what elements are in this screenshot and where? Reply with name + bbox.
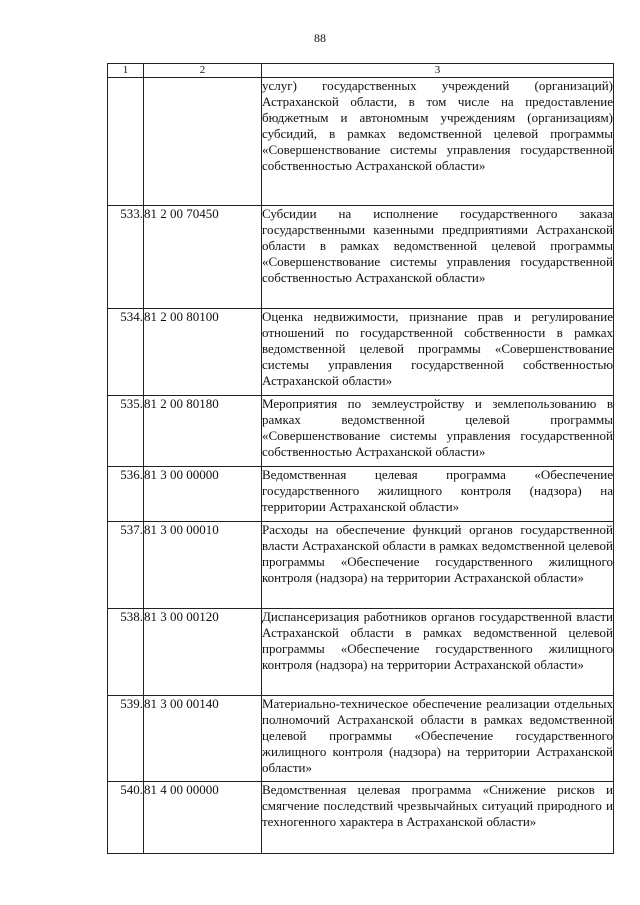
row-code: 81 2 00 80100 — [144, 309, 262, 396]
row-code: 81 2 00 80180 — [144, 396, 262, 467]
row-code: 81 2 00 70450 — [144, 206, 262, 309]
table-row — [108, 396, 614, 467]
row-code: 81 3 00 00120 — [144, 609, 262, 696]
row-number — [108, 78, 144, 206]
row-number: 539. — [108, 696, 144, 782]
row-number: 540. — [108, 782, 144, 854]
row-number: 536. — [108, 467, 144, 522]
row-description: Мероприятия по землеустройству и землепользованию в рамках ведомственной целевой программы «Совершенствование системы управления государственной собственностью Астраханской области» — [262, 396, 614, 467]
row-code: 81 3 00 00010 — [144, 522, 262, 609]
table-row — [108, 309, 614, 396]
row-code: 81 3 00 00140 — [144, 696, 262, 782]
row-code: 81 3 00 00000 — [144, 467, 262, 522]
row-number: 535. — [108, 396, 144, 467]
row-code — [144, 78, 262, 206]
row-number: 537. — [108, 522, 144, 609]
table-row — [108, 782, 614, 854]
table-header-row — [108, 64, 614, 78]
header-col-2: 2 — [144, 64, 262, 78]
row-description: Субсидии на исполнение государственного заказа государственными казенными предприятиями Астраханской области в рамках ведомственной целевой программы «Совершенствование системы управления государственной собственностью Астраханской области» — [262, 206, 614, 309]
budget-codes-table — [107, 63, 614, 854]
row-description: Оценка недвижимости, признание прав и регулирование отношений по государственной собственности в рамках ведомственной целевой программы «Совершенствование системы управления государственной собственностью Астраханской области» — [262, 309, 614, 396]
row-description: Ведомственная целевая программа «Обеспечение государственного жилищного контроля (надзора) на территории Астраханской области» — [262, 467, 614, 522]
table-row — [108, 522, 614, 609]
row-number: 534. — [108, 309, 144, 396]
table-row — [108, 696, 614, 782]
table-row — [108, 78, 614, 206]
row-description: Материально-техническое обеспечение реализации отдельных полномочий Астраханской области в рамках ведомственной целевой программы «Обеспечение государственного жилищного контроля (надзора) на территории Астраханской области» — [262, 696, 614, 782]
table-row — [108, 467, 614, 522]
header-col-3: 3 — [262, 64, 614, 78]
row-number: 533. — [108, 206, 144, 309]
table-row — [108, 609, 614, 696]
row-code: 81 4 00 00000 — [144, 782, 262, 854]
page-number: 88 — [314, 31, 326, 45]
row-description: Ведомственная целевая программа «Снижение рисков и смягчение последствий чрезвычайных ситуаций природного и техногенного характера в Астраханской области» — [262, 782, 614, 854]
row-number: 538. — [108, 609, 144, 696]
row-description: услуг) государственных учреждений (организаций) Астраханской области, в том числе на предоставление бюджетным и автономным учреждениям (организациям) субсидий, в рамках ведомственной целевой программы «Совершенствование системы управления государственной собственностью Астраханской области» — [262, 78, 614, 206]
table-row — [108, 206, 614, 309]
row-description: Диспансеризация работников органов государственной власти Астраханской области в рамках ведомственной целевой программы «Обеспечение государственного жилищного контроля (надзора) на территории Астраханской области» — [262, 609, 614, 696]
row-description: Расходы на обеспечение функций органов государственной власти Астраханской области в рамках ведомственной целевой программы «Обеспечение государственного жилищного контроля (надзора) на территории Астраханской области» — [262, 522, 614, 609]
header-col-1: 1 — [108, 64, 144, 78]
